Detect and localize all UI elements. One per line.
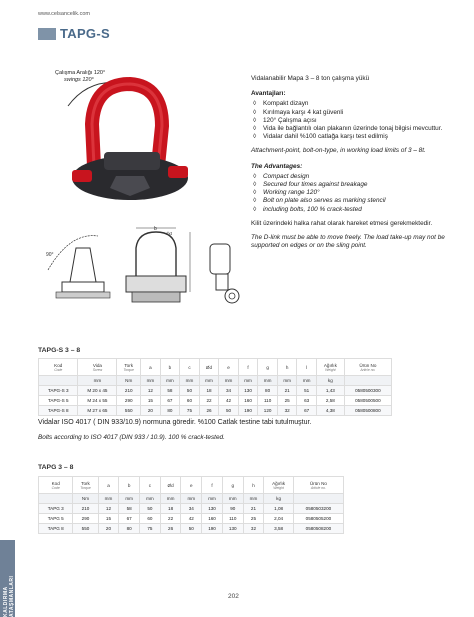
- table-cell: 25: [277, 396, 297, 406]
- column-header-label: b: [168, 364, 172, 370]
- table-cell: 110: [222, 514, 243, 524]
- unit-cell: [344, 376, 391, 386]
- unit-cell: mm: [219, 376, 239, 386]
- advantage-en-item: ◊ Working range 120°: [251, 189, 457, 197]
- table-cell: TAPG-S 5: [39, 396, 78, 406]
- ring-side-view: [70, 248, 96, 282]
- column-header: [238, 359, 258, 376]
- table-cell: 0580500300: [344, 386, 391, 396]
- table-cell: 25: [243, 514, 264, 524]
- side-brand-text: KALDIRMA ATAŞMANLARI: [3, 575, 15, 617]
- unit-cell: mm: [222, 494, 243, 504]
- top-view-bolt-hole: [229, 293, 235, 299]
- red-clip-left: [72, 170, 92, 182]
- unit-cell: mm: [238, 376, 258, 386]
- table-cell: 20: [141, 406, 161, 416]
- advantage-en-item: ◊ Bolt on plate also serves as marking stencil: [251, 197, 457, 205]
- table-cell: 0580500500: [344, 396, 391, 406]
- table-cell: TAPG 3: [39, 504, 73, 514]
- advantage-tr-item: ◊ Kompakt dizayn: [251, 100, 457, 108]
- column-header: [73, 477, 98, 494]
- column-header-label: c: [148, 482, 152, 488]
- unit-cell: Nm: [73, 494, 98, 504]
- table-cell: 60: [140, 514, 161, 524]
- column-header-label: c: [188, 364, 191, 370]
- table-cell: TAPG-S 3: [39, 386, 78, 396]
- unit-cell: mm: [98, 494, 119, 504]
- table-cell: 290: [73, 514, 98, 524]
- column-header: [78, 359, 117, 376]
- unit-cell: mm: [160, 494, 181, 504]
- warning-tr: Kilit üzerindeki halka rahat olarak hareket etmesi gerekmektedir.: [251, 219, 433, 227]
- column-header-label: a: [149, 364, 152, 370]
- unit-cell: mm: [277, 376, 297, 386]
- column-header-label: e: [227, 364, 230, 370]
- table-cell: 0580500800: [344, 406, 391, 416]
- column-header-label: Ød: [167, 482, 174, 488]
- table-row: [39, 504, 344, 514]
- top-view-svg: [202, 236, 247, 308]
- column-header-label: Ød: [205, 364, 213, 370]
- ring-front-view: [136, 232, 176, 276]
- table-cell: 34: [181, 504, 202, 514]
- table-cell: 0580503200: [293, 504, 343, 514]
- table-cell: 20: [98, 524, 119, 534]
- table-header-row: [39, 477, 344, 494]
- table-cell: 90: [222, 504, 243, 514]
- table-cell: 2,04: [264, 514, 294, 524]
- table-cell: 0580508200: [293, 524, 343, 534]
- unit-cell: kg: [264, 494, 294, 504]
- advantage-tr-item: ◊ Kırılmaya karşı 4 kat güvenli: [251, 109, 457, 117]
- column-header: [119, 477, 140, 494]
- table-cell: 80: [119, 524, 140, 534]
- column-header-label: f: [211, 482, 213, 488]
- table-cell: 3,58: [264, 524, 294, 534]
- table2: [38, 476, 344, 534]
- table-cell: 21: [277, 386, 297, 396]
- note-tr: Vidalar ISO 4017 ( DIN 933/10.9) normuna göredir. %100 Catlak testine tabi tutulmuştur.: [38, 419, 312, 426]
- unit-cell: mm: [140, 494, 161, 504]
- table-row: [39, 396, 392, 406]
- table-cell: 190: [238, 406, 258, 416]
- unit-cell: Nm: [117, 376, 141, 386]
- unit-cell: kg: [316, 376, 344, 386]
- top-view-link: [216, 274, 228, 290]
- table-cell: 4,38: [316, 406, 344, 416]
- unit-cell: mm: [181, 494, 202, 504]
- unit-cell: mm: [258, 376, 278, 386]
- table-cell: M 24 x 55: [78, 396, 117, 406]
- column-header-sub: Torque: [80, 485, 91, 490]
- dim-label-dxt: dxt: [166, 231, 173, 236]
- table-cell: 26: [199, 406, 219, 416]
- table-row: [39, 386, 392, 396]
- intro-en: Attachment-point, bolt-on-type, in working load limits of 3 – 8t.: [251, 147, 426, 155]
- column-header-sub: Torque: [123, 367, 134, 372]
- title-marker: [38, 28, 56, 40]
- column-header-label: b: [127, 482, 131, 488]
- table-cell: 160: [202, 514, 223, 524]
- table-cell: 42: [181, 514, 202, 524]
- table-cell: 42: [219, 396, 239, 406]
- table-cell: 190: [202, 524, 223, 534]
- table-cell: 67: [297, 406, 317, 416]
- column-header: [98, 477, 119, 494]
- unit-cell: [293, 494, 343, 504]
- table-cell: 12: [141, 386, 161, 396]
- swivel-block: [104, 152, 160, 170]
- advantages-en-title: The Advantages:: [251, 162, 303, 170]
- column-header: [181, 477, 202, 494]
- unit-cell: mm: [78, 376, 117, 386]
- unit-cell: mm: [243, 494, 264, 504]
- table-cell: 26: [160, 524, 181, 534]
- red-clip-right: [168, 166, 188, 178]
- unit-cell: mm: [202, 494, 223, 504]
- column-header: [202, 477, 223, 494]
- product-description: [251, 75, 457, 250]
- advantage-en-item: ◊ Secured four times against breakage: [251, 181, 457, 189]
- column-header-label: g: [266, 364, 269, 370]
- column-header: [141, 359, 161, 376]
- advantage-en-item: ◊ including bolts, 100 % crack-tested: [251, 206, 457, 214]
- column-header-sub: Article no.: [310, 485, 326, 490]
- column-header-label: Ağırlık: [323, 362, 337, 368]
- table-cell: 63: [297, 396, 317, 406]
- table-cell: 110: [258, 396, 278, 406]
- page-title: TAPG-S: [60, 26, 110, 41]
- advantages-tr-title: Avantajları:: [251, 90, 286, 98]
- table-cell: 120: [258, 406, 278, 416]
- table-cell: 21: [243, 504, 264, 514]
- column-header: [264, 477, 294, 494]
- advantage-tr-item: ◊ Vida ile bağlantılı olan plakanın üzerinde tonaj bilgisi mevcuttur.: [251, 125, 457, 133]
- table-cell: 50: [181, 524, 202, 534]
- column-header: [243, 477, 264, 494]
- column-header: [258, 359, 278, 376]
- column-header: [199, 359, 219, 376]
- table-cell: 15: [98, 514, 119, 524]
- table-row: [39, 514, 344, 524]
- dim-label-b: b: [154, 226, 157, 233]
- table-cell: M 27 x 65: [78, 406, 117, 416]
- warning-en: The D-link must be able to move freely. The load take-up may not be supported on edges or on the sling point.: [251, 234, 445, 250]
- table-cell: 1,08: [264, 504, 294, 514]
- table1: [38, 358, 392, 416]
- unit-cell: [39, 376, 78, 386]
- column-header-label: Ağırlık: [272, 480, 286, 486]
- column-header: [297, 359, 317, 376]
- column-header: [219, 359, 239, 376]
- table-cell: 50: [219, 406, 239, 416]
- table-cell: 290: [117, 396, 141, 406]
- note-en: Bolts according to ISO 4017 (DIN 933 / 10.9). 100 % crack-tested.: [38, 434, 225, 441]
- column-header-sub: Article no.: [360, 367, 376, 372]
- table-cell: 75: [180, 406, 200, 416]
- table-cell: 67: [119, 514, 140, 524]
- column-header-label: Ürün No: [309, 480, 327, 486]
- column-header-label: Ürün No: [359, 362, 377, 368]
- table-cell: TAPG 5: [39, 514, 73, 524]
- table-cell: 18: [199, 386, 219, 396]
- table-cell: 80: [258, 386, 278, 396]
- table-cell: 75: [140, 524, 161, 534]
- base-front-view: [126, 276, 186, 292]
- column-header-label: a: [107, 482, 110, 488]
- table-cell: 34: [219, 386, 239, 396]
- column-header: [316, 359, 344, 376]
- column-header-label: Vida: [92, 362, 102, 368]
- table-cell: 60: [180, 396, 200, 406]
- table-cell: 80: [160, 406, 180, 416]
- column-header-label: g: [231, 482, 235, 488]
- table-cell: M 20 x 45: [78, 386, 117, 396]
- advantage-en-item: ◊ Compact design: [251, 173, 457, 181]
- table-cell: TAPG 8: [39, 524, 73, 534]
- product-photo: [50, 66, 210, 214]
- advantage-tr-item: ◊ Vidalar dahil %100 catlağa karşı test edilmiş: [251, 133, 457, 141]
- column-header: [117, 359, 141, 376]
- d-ring-illustration: [50, 66, 210, 214]
- table-cell: 0580505200: [293, 514, 343, 524]
- table1-title: TAPG-S 3 – 8: [38, 347, 81, 354]
- unit-cell: mm: [141, 376, 161, 386]
- column-header-label: e: [190, 482, 193, 488]
- table-cell: 32: [277, 406, 297, 416]
- table-cell: 130: [238, 386, 258, 396]
- table-cell: 550: [117, 406, 141, 416]
- unit-cell: mm: [160, 376, 180, 386]
- column-header: [277, 359, 297, 376]
- advantages-en-list: [251, 173, 457, 214]
- table-cell: 22: [199, 396, 219, 406]
- unit-cell: mm: [119, 494, 140, 504]
- column-header: [160, 477, 181, 494]
- column-header-sub: Weight: [325, 367, 336, 372]
- column-header-label: l: [306, 364, 308, 370]
- table-cell: 50: [140, 504, 161, 514]
- website-url: www.celsancelik.com: [38, 11, 90, 17]
- table-cell: 51: [297, 386, 317, 396]
- table-cell: TAPG-S 8: [39, 406, 78, 416]
- column-header-sub: Screw: [92, 367, 103, 372]
- table-units-row: [39, 494, 344, 504]
- table-cell: 550: [73, 524, 98, 534]
- table-cell: 50: [180, 386, 200, 396]
- column-header-label: Kod: [54, 362, 63, 368]
- table-header-row: [39, 359, 392, 376]
- table-cell: 1,43: [316, 386, 344, 396]
- column-header: [39, 477, 73, 494]
- advantages-tr-list: [251, 100, 457, 141]
- column-header: [39, 359, 78, 376]
- table2-title: TAPG 3 – 8: [38, 464, 74, 471]
- column-header-label: Tork: [81, 480, 90, 486]
- swing-label-en: swings 120°: [64, 77, 94, 83]
- table-cell: 58: [160, 386, 180, 396]
- unit-cell: mm: [199, 376, 219, 386]
- table-cell: 130: [222, 524, 243, 534]
- top-view-bolt-circle: [225, 289, 239, 303]
- table-cell: 2,58: [316, 396, 344, 406]
- column-header-label: Kod: [51, 480, 60, 486]
- column-header: [344, 359, 391, 376]
- table-row: [39, 406, 392, 416]
- table-cell: 32: [243, 524, 264, 534]
- table-cell: 67: [160, 396, 180, 406]
- column-header: [293, 477, 343, 494]
- table-row: [39, 524, 344, 534]
- table-units-row: [39, 376, 392, 386]
- base-side-view: [62, 282, 104, 292]
- column-header-label: f: [247, 364, 249, 370]
- table-cell: 210: [73, 504, 98, 514]
- bolt-front-view: [132, 292, 180, 302]
- column-header-sub: Code: [54, 367, 63, 372]
- table-cell: 22: [160, 514, 181, 524]
- unit-cell: mm: [297, 376, 317, 386]
- column-header: [160, 359, 180, 376]
- table-cell: 130: [202, 504, 223, 514]
- table-cell: 15: [141, 396, 161, 406]
- column-header: [222, 477, 243, 494]
- column-header: [180, 359, 200, 376]
- top-view-drawing: [202, 236, 247, 308]
- swing-angle-left: 90°: [46, 252, 54, 258]
- unit-cell: mm: [180, 376, 200, 386]
- table-cell: 12: [98, 504, 119, 514]
- table-cell: 210: [117, 386, 141, 396]
- unit-cell: [39, 494, 73, 504]
- column-header-label: h: [285, 364, 289, 370]
- column-header-sub: Code: [51, 485, 60, 490]
- column-header-label: h: [252, 482, 255, 488]
- table-cell: 58: [119, 504, 140, 514]
- table-cell: 18: [160, 504, 181, 514]
- column-header: [140, 477, 161, 494]
- page-number: 202: [228, 593, 239, 600]
- swing-label-tr: Çalışma Aralığı 120°: [55, 70, 106, 76]
- intro-tr: Vidalanabilir Mapa 3 – 8 ton çalışma yükü: [251, 75, 370, 82]
- advantage-tr-item: ◊ 120° Çalışma açısı: [251, 117, 457, 125]
- column-header-label: Tork: [124, 362, 134, 368]
- page-header: [38, 26, 110, 41]
- table-cell: 160: [238, 396, 258, 406]
- column-header-sub: Weight: [273, 485, 284, 490]
- top-view-ring: [210, 244, 230, 274]
- plate-side-view: [56, 292, 110, 298]
